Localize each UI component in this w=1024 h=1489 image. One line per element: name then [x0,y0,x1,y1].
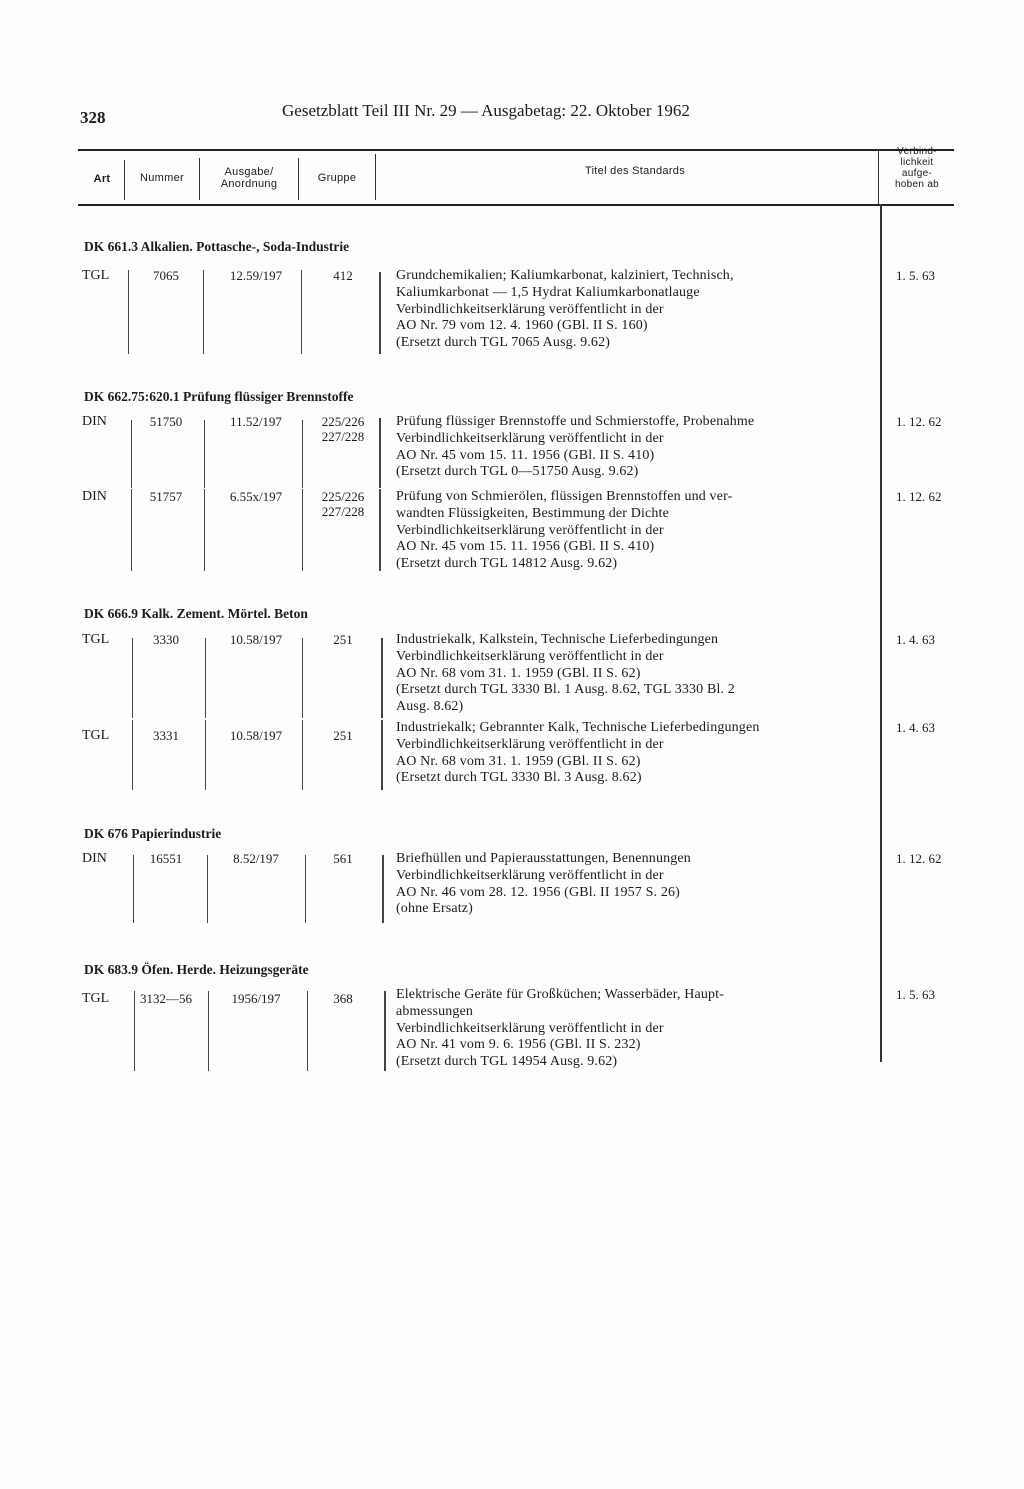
gruppe-cell [312,414,374,444]
ausgabe-cell: 11.52/197 [230,414,282,429]
page-title: Gesetzblatt Teil III Nr. 29 — Ausgabetag: 22. Oktober 1962 [282,101,690,120]
ausgabe-cell: 1956/197 [231,991,281,1006]
gruppe-value: 251 [333,632,353,647]
section-title: DK 683.9 Öfen. Herde. Heizungsgeräte [84,962,309,977]
titel-cell [396,632,735,716]
nummer-cell: 3132—56 [140,991,192,1006]
header-divider [298,158,299,200]
row-divider [128,270,129,354]
art-cell: TGL [82,268,110,283]
titel-line: Verbindlichkeitserklärung veröffentlicht in der [396,522,664,538]
gruppe-value: 225/226 [321,489,365,504]
column-header-verb-line: lichkeit [900,157,934,168]
titel-line: AO Nr. 79 vom 12. 4. 1960 (GBl. II S. 160) [396,318,648,334]
ausgabe-cell: 10.58/197 [229,728,283,743]
header-divider [375,154,376,200]
header-divider [124,160,125,200]
row-divider [205,638,206,718]
header-divider [878,150,879,204]
titel-cell [396,720,759,787]
column-header-titel: Titel des Standards [584,165,686,177]
row-divider [381,638,383,718]
page-number: 328 [80,108,106,127]
table-row [0,489,1024,575]
row-divider [208,991,209,1071]
row-divider [132,720,133,790]
header-divider [199,158,200,200]
table-row [0,720,1024,792]
titel-line: AO Nr. 45 vom 15. 11. 1956 (GBl. II S. 410) [396,539,655,555]
row-divider [132,638,133,718]
column-header-ausgabe [202,166,296,190]
ausgabe-cell: 6.55x/197 [229,489,283,504]
titel-line: Grundchemikalien; Kaliumkarbonat, kalziniert, Technisch, [396,268,734,283]
gruppe-value: 225/226 [321,414,365,429]
datum-cell: 1. 5. 63 [896,268,935,283]
row-divider [382,855,384,923]
gruppe-value: 227/228 [321,504,365,519]
column-header-gruppe: Gruppe [317,172,357,184]
gruppe-value: 227/228 [321,429,365,444]
row-divider [305,855,306,923]
row-divider [205,720,206,790]
gruppe-value: 412 [333,268,353,283]
titel-line: Industriekalk, Kalkstein, Technische Lieferbedingungen [396,632,719,647]
titel-cell [396,489,732,573]
titel-line: (Ersetzt durch TGL 14812 Ausg. 9.62) [396,556,618,572]
row-divider [302,638,303,718]
row-divider [134,991,135,1071]
gruppe-value: 368 [333,991,353,1006]
titel-line: (Ersetzt durch TGL 14954 Ausg. 9.62) [396,1054,618,1070]
gruppe-cell [312,268,374,283]
datum-cell: 1. 4. 63 [896,720,935,735]
titel-line: Prüfung flüssiger Brennstoffe und Schmierstoffe, Probenahme [396,414,755,429]
titel-cell [396,851,691,918]
row-divider [301,270,302,354]
row-divider [131,489,132,571]
column-header-verbindlichkeit [880,146,954,190]
art-cell: TGL [82,991,110,1006]
section-title: DK 666.9 Kalk. Zement. Mörtel. Beton [84,606,308,621]
ausgabe-cell: 8.52/197 [233,851,279,866]
nummer-cell: 3331 [153,728,179,743]
titel-line: abmessungen [396,1003,474,1019]
table-row [0,851,1024,923]
datum-cell: 1. 12. 62 [896,414,942,429]
titel-line: Kaliumkarbonat — 1,5 Hydrat Kaliumkarbonatlauge [396,284,700,300]
section-title: DK 662.75:620.1 Prüfung flüssiger Brennstoffe [84,389,354,404]
titel-line: AO Nr. 45 vom 15. 11. 1956 (GBl. II S. 410) [396,447,655,463]
titel-line: Ausg. 8.62) [396,699,464,715]
row-divider [379,489,381,571]
gruppe-cell [312,632,374,647]
datum-cell: 1. 12. 62 [896,851,942,866]
table-row [0,632,1024,718]
titel-line: Verbindlichkeitserklärung veröffentlicht in der [396,867,664,883]
titel-line: Industriekalk; Gebrannter Kalk, Technische Lieferbedingungen [396,720,760,735]
section-title: DK 676 Papierindustrie [84,826,222,841]
row-divider [207,855,208,923]
titel-line: Verbindlichkeitserklärung veröffentlicht in der [396,648,664,664]
column-header-verb-line: aufge- [901,168,933,179]
column-header-art: Art [93,173,111,185]
art-cell: DIN [82,414,107,429]
titel-line: wandten Flüssigkeiten, Bestimmung der Dichte [396,505,669,521]
titel-line: Elektrische Geräte für Großküchen; Wasserbäder, Haupt- [396,987,725,1002]
column-header-ausgabe-line: Ausgabe/ [224,166,274,178]
titel-line: (Ersetzt durch TGL 0—51750 Ausg. 9.62) [396,464,639,480]
row-divider [379,418,381,488]
column-header-ausgabe-line: Anordnung [220,178,278,190]
row-divider [384,991,386,1071]
column-header-verb-line: Verbind- [897,146,937,157]
ausgabe-cell: 10.58/197 [229,632,283,647]
titel-line: AO Nr. 41 vom 9. 6. 1956 (GBl. II S. 232) [396,1037,641,1053]
column-header-nummer: Nummer [140,172,184,184]
titel-line: AO Nr. 68 vom 31. 1. 1959 (GBl. II S. 62) [396,665,641,681]
gruppe-cell [312,991,374,1006]
row-divider [381,720,383,790]
titel-line: AO Nr. 46 vom 28. 12. 1956 (GBl. II 1957 S. 26) [396,884,680,900]
titel-cell [396,268,734,352]
titel-cell [396,987,724,1071]
art-cell: TGL [82,728,110,743]
row-divider [203,270,204,354]
titel-line: Verbindlichkeitserklärung veröffentlicht in der [396,736,664,752]
row-divider [379,272,381,354]
table-top-rule [78,149,954,151]
titel-line: Verbindlichkeitserklärung veröffentlicht in der [396,430,664,446]
row-divider [133,855,134,923]
section-title: DK 661.3 Alkalien. Pottasche-, Soda-Industrie [84,239,350,254]
table-row [0,268,1024,358]
gruppe-cell [312,489,374,519]
titel-line: (Ersetzt durch TGL 3330 Bl. 3 Ausg. 8.62) [396,770,642,786]
titel-line: Briefhüllen und Papierausstattungen, Benennungen [396,851,691,866]
datum-cell: 1. 4. 63 [896,632,935,647]
row-divider [302,720,303,790]
titel-line: Verbindlichkeitserklärung veröffentlicht in der [396,1020,664,1036]
titel-line: (ohne Ersatz) [396,901,473,917]
nummer-cell: 51757 [149,489,183,504]
datum-cell: 1. 5. 63 [896,987,935,1002]
art-cell: DIN [82,851,107,866]
titel-line: AO Nr. 68 vom 31. 1. 1959 (GBl. II S. 62) [396,753,641,769]
nummer-cell: 3330 [153,632,179,647]
gruppe-cell [312,851,374,866]
nummer-cell: 51750 [149,414,183,429]
ausgabe-cell: 12.59/197 [229,268,283,283]
titel-line: Verbindlichkeitserklärung veröffentlicht in der [396,301,664,317]
gruppe-value: 251 [333,728,353,743]
column-header-verb-line: hoben ab [894,179,940,190]
titel-cell [396,414,754,481]
row-divider [131,420,132,488]
art-cell: DIN [82,489,107,504]
row-divider [302,489,303,571]
datum-cell: 1. 12. 62 [896,489,942,504]
row-divider [204,489,205,571]
table-row [0,414,1024,486]
art-cell: TGL [82,632,110,647]
row-divider [302,420,303,488]
gruppe-value: 561 [333,851,353,866]
titel-line: (Ersetzt durch TGL 3330 Bl. 1 Ausg. 8.62, TGL 3330 Bl. 2 [396,682,735,698]
table-header-bottom-rule [78,204,954,206]
row-divider [307,991,308,1071]
titel-line: (Ersetzt durch TGL 7065 Ausg. 9.62) [396,335,611,351]
titel-line: Prüfung von Schmierölen, flüssigen Brennstoffen und ver- [396,489,733,504]
table-row [0,987,1024,1073]
row-divider [204,420,205,488]
nummer-cell: 7065 [153,268,179,283]
nummer-cell: 16551 [149,851,183,866]
gruppe-cell [312,728,374,743]
